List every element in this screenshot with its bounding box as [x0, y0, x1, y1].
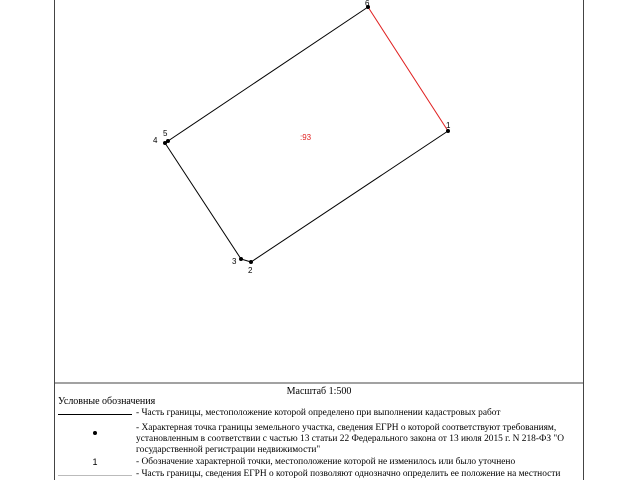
point-label-2: 2 [248, 266, 253, 275]
legend-symbol-number: 1 [92, 457, 98, 467]
legend-symbol-point-dot [58, 428, 132, 439]
legend-text: - Характерная точка границы земельного участка, сведения ЕГРН о которой соответствуют требованиям, установленным в соответствии с частью 13 статьи 22 Федерального закона от 13 июля 2015 г. N 218-ФЗ "О государственной регистрации недвижимости" [136, 423, 565, 455]
boundary-point-5 [166, 139, 170, 143]
boundary-segment-3-4 [165, 143, 241, 259]
point-label-6: 6 [365, 0, 370, 8]
legend-symbol-thin-line [58, 469, 132, 476]
boundary-point-2 [249, 260, 253, 264]
parcel-label: :93 [300, 133, 312, 142]
boundary-segment-1-2 [251, 131, 448, 262]
boundary-segment-5-6 [168, 7, 368, 141]
legend-title: Условные обозначения [58, 396, 156, 407]
point-label-1: 1 [446, 121, 451, 130]
boundary-point-3 [239, 257, 243, 261]
point-label-3: 3 [232, 257, 237, 266]
point-label-4: 4 [153, 136, 158, 145]
legend-text: - Обозначение характерной точки, местоположение которой не изменилось или было уточнено [136, 457, 516, 467]
legend-text: - Часть границы, сведения ЕГРН о которой позволяют однозначно определить ее положение на местности [136, 469, 561, 479]
scale-label: Масштаб 1:500 [286, 386, 352, 397]
legend-symbol-solid-line [58, 408, 132, 415]
boundary-segment-6-1 [368, 7, 448, 131]
legend-text: - Часть границы, местоположение которой определено при выполнении кадастровых работ [136, 408, 501, 418]
point-label-5: 5 [163, 129, 168, 138]
